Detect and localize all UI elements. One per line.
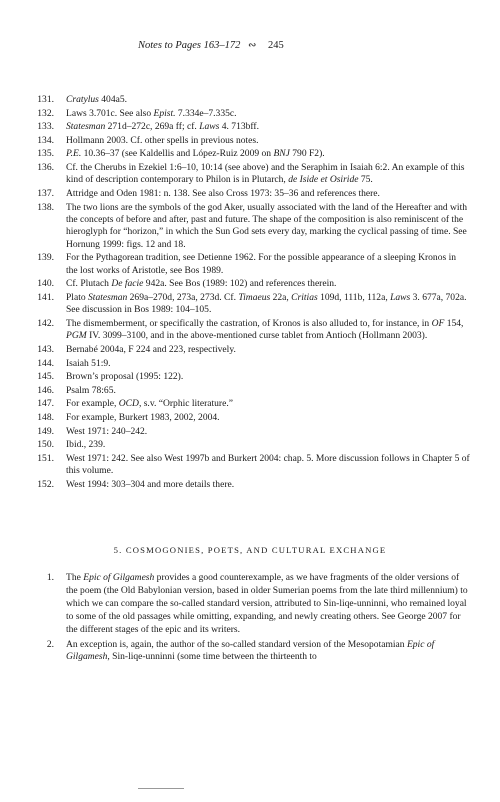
endnote: [32, 162, 470, 187]
text-run: 75.: [358, 174, 373, 186]
text-run: Psalm 78:65.: [66, 384, 116, 396]
endnote-number: 148.: [37, 411, 54, 423]
endnote-number: 2.: [46, 638, 54, 650]
text-run: The: [66, 572, 84, 583]
italic-title: Laws: [390, 291, 411, 303]
endnote-text: [66, 639, 434, 663]
endnote-number: 134.: [37, 134, 54, 146]
italic-title: Epic of Gilgamesh: [83, 572, 155, 583]
endnotes-list: [32, 94, 470, 492]
text-run: 269a–270d, 273a, 273d. Cf.: [127, 291, 239, 303]
endnote-text: [66, 344, 236, 355]
text-run: Isaiah 51:9.: [66, 357, 111, 369]
text-run: 22a,: [270, 291, 292, 303]
italic-title: de Iside et Osiride: [288, 174, 359, 186]
endnote: [32, 202, 470, 252]
endnote-number: 133.: [37, 121, 54, 133]
endnote-number: 139.: [37, 252, 54, 264]
italic-title: Cratylus: [66, 94, 99, 105]
italic-title: De facie: [111, 278, 144, 290]
endnote-text: [66, 439, 105, 450]
endnote-text: [66, 94, 127, 105]
text-run: 109d, 111b, 112a,: [317, 291, 391, 303]
endnote: [32, 639, 470, 665]
text-run: For example,: [66, 398, 119, 410]
endnote: [32, 278, 470, 290]
text-run: 7.334e–7.335c.: [175, 107, 237, 119]
text-run: West 1994: 303–304 and more details there.: [66, 478, 235, 490]
italic-title: Epic of Gilgamesh: [66, 638, 435, 663]
italic-title: Epist.: [153, 107, 176, 119]
text-run: Ibid., 239.: [66, 439, 106, 451]
text-run: 404a5.: [98, 94, 127, 105]
text-run: Attridge and Oden 1981: n. 138. See also Cross 1973: 35–36 and references there.: [66, 187, 380, 199]
italic-title: Laws: [199, 121, 220, 133]
endnote-number: 140.: [37, 278, 54, 290]
italic-title: P.E.: [66, 148, 82, 160]
endnote: [32, 572, 470, 637]
endnote-number: 142.: [37, 317, 54, 329]
text-run: Laws 3.701c. See also: [66, 107, 154, 119]
endnote: [32, 412, 470, 424]
text-run: For example, Burkert 1983, 2002, 2004.: [66, 411, 220, 423]
endnote-text: [66, 318, 463, 341]
text-run: provides a good counterexample, as we have fragments of the older versions of the poem (the Old Babylonian version, based in older Sumerian poems from the late third millennium) to which we can compare the so-called standard version, attributed to Sin-liqe-unninni, who remained loyal to some of the old passages while omitting, expanding, and newly creating others. See George 2007 for the different stages of the epic and its writers.: [66, 572, 468, 635]
page-number: 245: [268, 40, 284, 51]
endnote: [32, 479, 470, 491]
endnote: [32, 358, 470, 370]
endnote-text: [66, 121, 259, 132]
endnote-text: [66, 412, 220, 423]
text-run: Bernabé 2004a, F 224 and 223, respectively.: [66, 343, 236, 355]
endnote: [32, 148, 470, 160]
running-head: [138, 40, 358, 51]
endnote: [32, 385, 470, 397]
running-head-title: Notes to Pages 163–172: [138, 40, 241, 51]
text-run: An exception is, again, the author of the so-called standard version of the Mesopotamian: [66, 638, 407, 650]
endnote-number: 147.: [37, 398, 54, 410]
chapter-endnotes-list: [32, 572, 470, 666]
text-run: 790 F2).: [289, 148, 325, 160]
endnote: [32, 344, 470, 356]
endnote-number: 150.: [37, 439, 54, 451]
text-run: 4. 713bff.: [219, 121, 259, 133]
endnote-number: 141.: [37, 291, 54, 303]
text-run: 3. 677a, 702a. See discussion in Bos 1989: 104–105.: [66, 291, 467, 316]
endnote-text: [66, 278, 336, 289]
ornament-icon: ∾: [248, 40, 257, 51]
endnote: [32, 426, 470, 438]
endnote: [32, 121, 470, 133]
text-run: The dismemberment, or specifically the castration, of Kronos is also alluded to, for instance, in: [66, 317, 432, 329]
endnote: [32, 292, 470, 317]
endnote: [32, 318, 470, 343]
endnote-number: 152.: [37, 478, 54, 490]
text-run: West 1971: 240–242.: [66, 425, 148, 437]
italic-title: Critias: [291, 291, 318, 303]
endnote-text: [66, 398, 233, 409]
endnote-text: [66, 358, 111, 369]
endnote-text: [66, 148, 325, 159]
endnote-text: [66, 572, 468, 635]
text-run: West 1971: 242. See also West 1997b and Burkert 2004: chap. 5. More discussion follows in Chapter 5 of this volume.: [66, 452, 470, 477]
endnote-text: [66, 252, 456, 275]
text-run: , s.v. “Orphic literature.”: [138, 398, 233, 410]
italic-title: OCD: [118, 398, 139, 410]
text-run: Cf. the Cherubs in Ezekiel 1:6–10, 10:14 (see above) and the Seraphim in Isaiah 6:2. An example of this kind of description contemporary to Philon is in Plutarch,: [66, 161, 465, 186]
endnote-text: [66, 292, 466, 315]
text-run: Plato: [66, 291, 89, 303]
endnote-text: [66, 426, 147, 437]
endnote-number: 131.: [37, 94, 54, 105]
text-run: 154,: [444, 317, 464, 329]
endnote-number: 135.: [37, 148, 54, 160]
endnote-number: 149.: [37, 425, 54, 437]
text-run: Hollmann 2003. Cf. other spells in previous notes.: [66, 134, 259, 146]
text-run: The two lions are the symbols of the god Aker, usually associated with the land of the Hereafter and with the concepts of before and after, past and future. The shape of the composition is also reminiscent of the hieroglyph for “horizon,” in which the Sun God sets every day, marking the cyclical passing of time. See Hornung 1999: figs. 12 and 18.: [66, 201, 468, 250]
endnote-number: 146.: [37, 384, 54, 396]
italic-title: Statesman: [66, 121, 106, 133]
italic-title: Timaeus: [238, 291, 271, 303]
italic-title: Statesman: [88, 291, 128, 303]
text-run: Brown’s proposal (1995: 122).: [66, 371, 184, 383]
endnote: [32, 252, 470, 277]
endnote: [32, 398, 470, 410]
text-run: IV. 3099–3100, and in the above-mentioned curse tablet from Antioch (Hollmann 2003).: [86, 330, 428, 342]
endnote-number: 145.: [37, 371, 54, 383]
text-run: 271d–272c, 269a ff; cf.: [105, 121, 200, 133]
endnote: [32, 135, 470, 147]
endnote: [32, 94, 470, 106]
text-run: 10.36–37 (see Kaldellis and López-Ruiz 2009 on: [81, 148, 274, 160]
endnote: [32, 453, 470, 478]
endnote-text: [66, 108, 237, 119]
endnote: [32, 439, 470, 451]
endnote-text: [66, 371, 183, 382]
italic-title: PGM: [66, 330, 87, 342]
endnote-text: [66, 162, 465, 185]
text-run: 942a. See Bos (1989: 102) and references therein.: [143, 278, 337, 290]
endnote-text: [66, 385, 116, 396]
endnote: [32, 188, 470, 200]
text-run: Cf. Plutach: [66, 278, 112, 290]
endnote-text: [66, 479, 234, 490]
endnote-text: [66, 188, 380, 199]
endnote-text: [66, 453, 470, 476]
endnote-number: 137.: [37, 187, 54, 199]
endnote-number: 136.: [37, 161, 54, 173]
endnote-number: 144.: [37, 357, 54, 369]
endnote: [32, 371, 470, 383]
endnote-text: [66, 202, 467, 250]
endnote-number: 143.: [37, 343, 54, 355]
italic-title: BNJ: [273, 148, 290, 160]
endnote-number: 151.: [37, 452, 54, 464]
endnote-number: 138.: [37, 201, 54, 213]
text-run: , Sin-liqe-unninni (some time between the thirteenth to: [107, 651, 317, 663]
footer-rule: [138, 788, 184, 789]
endnote: [32, 108, 470, 120]
endnote-number: 132.: [37, 107, 54, 119]
italic-title: OF: [431, 317, 445, 329]
endnote-number: 1.: [46, 572, 54, 583]
endnote-text: [66, 135, 259, 146]
text-run: For the Pythagorean tradition, see Detienne 1962. For the possible appearance of a sleeping Kronos in the lost works of Aristotle, see Bos 1989.: [66, 252, 456, 276]
section-heading: 5. COSMOGONIES, POETS, AND CULTURAL EXCHANGE: [113, 545, 387, 555]
